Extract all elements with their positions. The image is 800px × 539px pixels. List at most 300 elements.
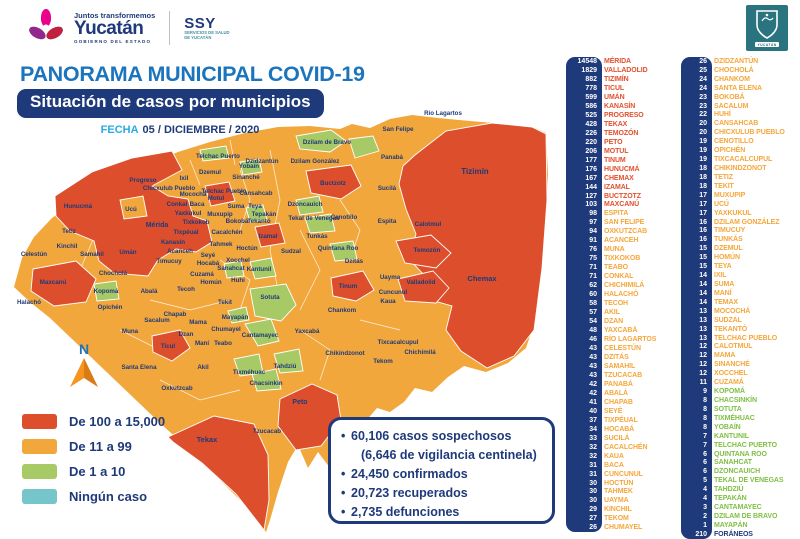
municipality-name: CALOTMUL: [714, 343, 753, 351]
ranking-row: [681, 75, 799, 84]
report-date: [0, 124, 360, 136]
map-municipality-label: Cantamayec: [241, 332, 279, 339]
municipality-name: KAUA: [604, 452, 624, 460]
ranking-row: [566, 317, 694, 326]
case-count: 13: [699, 316, 707, 324]
case-count: 26: [699, 57, 707, 65]
case-count: 7: [703, 441, 707, 449]
map-municipality-label: Panabá: [380, 154, 404, 161]
case-count: 37: [589, 416, 597, 424]
ranking-row: [566, 416, 694, 425]
municipality-name: CHANKOM: [714, 75, 750, 83]
municipality-name: PETO: [604, 138, 623, 146]
map-municipality-label: Cuzamá: [190, 271, 214, 278]
map-municipality-label: Halachó: [16, 299, 42, 306]
municipality-name: TIXPÉUAL: [604, 416, 638, 424]
case-count: 75: [589, 255, 597, 263]
ranking-row: [681, 485, 799, 494]
map-municipality-label: Tekom: [373, 358, 393, 365]
map-municipality-label: Chicxulub Pueblo: [142, 185, 196, 192]
case-count: 32: [589, 443, 597, 451]
ranking-row: [566, 335, 694, 344]
ranking-row: [681, 369, 799, 378]
map-municipality-label: Santa Elena: [121, 364, 157, 371]
ranking-row: [681, 360, 799, 369]
ranking-rows: [566, 57, 694, 532]
map-municipality-label: Tepakán: [251, 211, 277, 218]
case-count: 43: [589, 344, 597, 352]
ranking-row: [681, 334, 799, 343]
ranking-row: [566, 75, 694, 84]
map-municipality-label: Tizimín: [461, 167, 489, 176]
ranking-rows: [681, 57, 799, 539]
ranking-row: [681, 66, 799, 75]
case-count: 8: [703, 405, 707, 413]
case-count: 220: [585, 138, 597, 146]
map-municipality-label: Kopomá: [93, 288, 119, 295]
ssy-subtitle: SERVICIOS DE SALUD DE YUCATÁN: [184, 30, 230, 40]
map-municipality-label: Uayma: [379, 274, 401, 281]
ranking-row: [681, 521, 799, 530]
case-count: 167: [585, 174, 597, 182]
ranking-row: [566, 218, 694, 227]
municipality-name: CHOCHOLÁ: [714, 66, 754, 74]
case-count: 14: [699, 298, 707, 306]
municipality-name: TAHDZIÚ: [714, 486, 744, 494]
case-count: 8: [703, 396, 707, 404]
municipality-name: MOCOCHÁ: [714, 307, 751, 315]
municipality-name: SINANCHÉ: [714, 361, 750, 369]
map-municipality-label: Cenotillo: [330, 214, 358, 221]
case-count: 91: [589, 237, 597, 245]
map-municipality-label: Homún: [200, 279, 222, 286]
map-legend: [22, 409, 165, 509]
map-municipality-label: Mayapán: [221, 314, 249, 321]
ranking-row: [681, 458, 799, 467]
yucatan-coat-of-arms-badge: [746, 5, 788, 51]
ranking-row: [681, 57, 799, 66]
municipality-name: CANTAMAYEC: [714, 504, 762, 512]
ranking-row: [566, 326, 694, 335]
municipality-name: CUZAMÁ: [714, 379, 744, 387]
map-municipality-label: Tinum: [338, 283, 358, 290]
case-count: 12: [699, 370, 707, 378]
municipality-name: CELESTÚN: [604, 344, 641, 352]
logo-government-label: GOBIERNO DEL ESTADO: [74, 39, 152, 44]
map-municipality-label: Tzucacab: [252, 428, 282, 435]
case-count: 26: [589, 524, 597, 532]
ranking-row: [681, 137, 799, 146]
map-municipality-label: Yaxkukul: [174, 210, 202, 217]
municipality-name: SANTA ELENA: [714, 84, 762, 92]
municipality-name: TIZIMÍN: [604, 75, 629, 83]
ranking-row: [566, 254, 694, 263]
case-count: 14548: [577, 57, 597, 65]
legend-color-swatch: [22, 414, 57, 429]
map-municipality-label: Mocochá: [179, 191, 207, 198]
ranking-row: [566, 111, 694, 120]
municipality-name: CHACSINKÍN: [714, 396, 757, 404]
map-municipality-label: Suma: [227, 203, 245, 210]
map-municipality-label: Tixpéual: [173, 229, 199, 236]
municipality-name: DZILAM GONZÁLEZ: [714, 218, 780, 226]
case-ranking-column-2: [681, 57, 799, 539]
ranking-row: [681, 405, 799, 414]
case-count: 57: [589, 309, 597, 317]
logo-brand: Yucatán: [74, 18, 144, 39]
municipality-name: HOMÚN: [714, 254, 740, 262]
map-municipality-label: Sacalum: [144, 317, 170, 324]
case-count: 12: [699, 343, 707, 351]
compass-n-label: N: [78, 341, 90, 357]
ssy-acronym: SSY: [184, 14, 216, 32]
case-count: 210: [695, 530, 707, 538]
map-municipality-label: Chikindzonot: [325, 350, 365, 357]
map-municipality-label: Calotmul: [414, 221, 442, 228]
municipality-name: SANAHCAT: [714, 459, 752, 467]
case-count: 14: [699, 272, 707, 280]
map-municipality-label: Tekal de Venegas: [288, 215, 340, 222]
map-municipality-label: Ticul: [160, 343, 176, 350]
ranking-row: [566, 120, 694, 129]
map-municipality-label: Seyé: [200, 252, 216, 259]
case-count: 20: [699, 129, 707, 137]
ranking-row: [566, 308, 694, 317]
stat-text: (6,646 de vigilancia centinela): [361, 448, 537, 462]
ranking-row: [566, 362, 694, 371]
map-municipality-label: Huhí: [231, 277, 245, 284]
case-count: 4: [703, 495, 707, 503]
map-municipality-label: Teya: [248, 203, 262, 210]
municipality-name: PROGRESO: [604, 111, 644, 119]
case-count: 176: [585, 165, 597, 173]
municipality-name: KINCHIL: [604, 506, 632, 514]
municipality-name: UAYMA: [604, 497, 629, 505]
ranking-row: [566, 425, 694, 434]
case-count: 6: [703, 468, 707, 476]
municipality-name: TEABO: [604, 264, 629, 272]
municipality-name: MUNA: [604, 246, 625, 254]
ranking-row: [566, 263, 694, 272]
municipality-name: TECOH: [604, 300, 629, 308]
case-count: 30: [589, 497, 597, 505]
municipality-name: TIMUCUY: [714, 227, 746, 235]
map-municipality-label: Dzilam González: [290, 158, 340, 165]
municipality-name: XOCCHEL: [714, 370, 748, 378]
map-municipality-label: Umán: [119, 249, 137, 256]
ranking-row: [681, 111, 799, 120]
legend-color-swatch: [22, 489, 57, 504]
case-count: 33: [589, 434, 597, 442]
municipality-name: QUINTANA ROO: [714, 450, 767, 458]
municipality-name: CACALCHÉN: [604, 443, 648, 451]
case-count: 2: [703, 512, 707, 520]
case-count: 9: [703, 388, 707, 396]
ranking-row: [681, 173, 799, 182]
map-municipality-label: Tixméhuac: [232, 369, 266, 376]
municipality-name: CENOTILLO: [714, 138, 754, 146]
case-count: 20: [699, 120, 707, 128]
case-count: 18: [699, 165, 707, 173]
municipality-name: YAXKUKUL: [714, 209, 752, 217]
case-count: 71: [589, 264, 597, 272]
case-count: 48: [589, 327, 597, 335]
case-count: 206: [585, 147, 597, 155]
map-municipality-label: Hoctún: [236, 245, 258, 252]
ranking-row: [681, 218, 799, 227]
case-count: 43: [589, 362, 597, 370]
ranking-row: [681, 503, 799, 512]
stat-text: 2,735 defunciones: [351, 505, 460, 519]
municipality-name: IZAMAL: [604, 183, 630, 191]
case-count: 5: [703, 477, 707, 485]
case-count: 24: [699, 84, 707, 92]
case-count: 428: [585, 120, 597, 128]
ranking-row: [681, 128, 799, 137]
municipality-name: SACALUM: [714, 102, 749, 110]
map-municipality-label: Chichimilá: [404, 349, 436, 356]
page-subtitle: Situación de casos por municipios: [17, 89, 324, 118]
municipality-name: TELCHAC PUERTO: [714, 441, 778, 449]
map-municipality-label: Maní: [194, 340, 210, 347]
ranking-row: [566, 523, 694, 532]
municipality-name: TEKAX: [604, 120, 628, 128]
municipality-name: OPICHÉN: [714, 147, 746, 155]
municipality-name: HUHÍ: [714, 111, 731, 119]
map-municipality-label: Yobaín: [238, 163, 260, 170]
municipality-name: AKIL: [604, 309, 620, 317]
case-count: 29: [589, 506, 597, 514]
ranking-row: [681, 200, 799, 209]
map-municipality-label: Chankom: [327, 307, 357, 314]
municipality-name: VALLADOLID: [604, 66, 648, 74]
ranking-row: [566, 380, 694, 389]
case-count: 12: [699, 361, 707, 369]
map-municipality-label: Hocabá: [196, 260, 220, 267]
municipality-name: ABALÁ: [604, 389, 628, 397]
ranking-row: [681, 450, 799, 459]
map-municipality-label: Sanahcat: [217, 265, 245, 272]
municipality-name: YOBAÍN: [714, 423, 741, 431]
case-count: 12: [699, 352, 707, 360]
municipality-name: TEPAKÁN: [714, 495, 747, 503]
ranking-row: [681, 227, 799, 236]
map-municipality-label: Peto: [292, 399, 308, 406]
municipality-name: PANABÁ: [604, 380, 633, 388]
ranking-row: [681, 530, 799, 539]
map-municipality-label: Muna: [121, 328, 139, 335]
map-municipality-label: Abalá: [140, 288, 158, 295]
municipality-name: MAXCANÚ: [604, 201, 640, 209]
ranking-row: [681, 414, 799, 423]
municipality-name: TEKIT: [714, 182, 734, 190]
map-municipality-label: Opichén: [97, 304, 123, 311]
map-municipality-label: Espita: [377, 218, 397, 225]
ranking-row: [681, 119, 799, 128]
ranking-row: [681, 298, 799, 307]
municipality-name: YAXCABÁ: [604, 327, 638, 335]
map-municipality-label: Dzilam de Bravo: [302, 139, 352, 146]
ranking-row: [566, 434, 694, 443]
ranking-row: [566, 192, 694, 201]
ranking-row: [681, 512, 799, 521]
municipality-name: BUCTZOTZ: [604, 192, 641, 200]
summary-stats-box: [328, 417, 555, 524]
ranking-row: [681, 467, 799, 476]
ssy-health-services-logo: [184, 16, 230, 41]
municipality-name: SUCILÁ: [604, 434, 630, 442]
municipality-name: ACANCEH: [604, 237, 639, 245]
case-count: 43: [589, 353, 597, 361]
map-municipality-label: Kaua: [380, 298, 396, 305]
municipality-name: SUDZAL: [714, 316, 742, 324]
ranking-row: [566, 371, 694, 380]
ranking-row: [566, 452, 694, 461]
municipality-name: ESPITA: [604, 210, 629, 218]
bullet-icon: •: [341, 486, 346, 500]
municipality-name: TIXKOKOB: [604, 255, 641, 263]
case-count: 7: [703, 432, 707, 440]
ranking-row: [566, 272, 694, 281]
case-count: 41: [589, 398, 597, 406]
ranking-row: [566, 209, 694, 218]
municipality-name: HOCTÚN: [604, 479, 634, 487]
legend-item: [22, 434, 165, 459]
municipality-name: RÍO LAGARTOS: [604, 336, 657, 344]
ranking-row: [566, 129, 694, 138]
map-municipality-label: Telchac Puerto: [196, 153, 240, 160]
map-municipality-label: Temozón: [413, 247, 441, 254]
compass-arrow-icon: [70, 358, 84, 387]
legend-item: [22, 409, 165, 434]
municipality-name: TIXCACALCUPUL: [714, 156, 773, 164]
case-count: 177: [585, 156, 597, 164]
municipality-name: CHAPAB: [604, 398, 633, 406]
ranking-row: [681, 191, 799, 200]
compass-arrow-icon: [84, 358, 98, 387]
map-municipality-label: Muxupip: [207, 211, 233, 218]
map-municipality-label: Cuncunul: [378, 289, 408, 296]
map-municipality-label: Izamal: [258, 233, 278, 240]
map-municipality-label: Dzidzantún: [245, 158, 279, 165]
map-municipality-label: Telchac Pueblo: [201, 188, 247, 195]
map-municipality-label: Samahil: [80, 251, 104, 258]
case-count: 97: [589, 219, 597, 227]
case-count: 16: [699, 227, 707, 235]
case-count: 19: [699, 138, 707, 146]
map-municipality-label: Maxcanú: [39, 279, 67, 286]
case-count: 15: [699, 254, 707, 262]
ranking-row: [681, 155, 799, 164]
ranking-row: [681, 325, 799, 334]
case-count: 13: [699, 334, 707, 342]
ranking-row: [681, 209, 799, 218]
municipality-name: KANASÍN: [604, 102, 636, 110]
bullet-icon: •: [341, 467, 346, 481]
case-count: 11: [699, 379, 707, 387]
ranking-row: [566, 93, 694, 102]
case-count: 1829: [581, 66, 597, 74]
map-municipality-label: Akil: [197, 364, 209, 371]
ranking-row: [566, 407, 694, 416]
municipality-name: MUXUPIP: [714, 191, 746, 199]
map-municipality-label: Quintana Roo: [317, 245, 359, 252]
ranking-row: [681, 244, 799, 253]
stat-text: 20,723 recuperados: [351, 486, 468, 500]
legend-label: De 1 a 10: [69, 464, 126, 479]
map-municipality-label: Dzemul: [198, 169, 222, 176]
case-count: 25: [699, 66, 707, 74]
ranking-row: [566, 505, 694, 514]
ranking-row: [566, 488, 694, 497]
ranking-row: [681, 432, 799, 441]
ranking-row: [566, 470, 694, 479]
map-municipality-label: San Felipe: [382, 126, 414, 133]
municipality-name: DZEMUL: [714, 245, 743, 253]
case-count: 6: [703, 459, 707, 467]
municipality-name: HALACHÓ: [604, 291, 639, 299]
municipality-name: CHICHIMILÁ: [604, 282, 645, 290]
stat-line: [341, 446, 544, 465]
ranking-row: [681, 102, 799, 111]
stat-text: 60,106 casos sospechosos: [351, 429, 512, 443]
ranking-row: [566, 281, 694, 290]
municipality-name: DZILAM DE BRAVO: [714, 512, 778, 520]
case-count: 19: [699, 156, 707, 164]
municipality-name: DZAN: [604, 318, 624, 326]
case-count: 60: [589, 291, 597, 299]
ranking-row: [681, 396, 799, 405]
case-count: 94: [589, 228, 597, 236]
case-count: 16: [699, 236, 707, 244]
case-count: 24: [699, 75, 707, 83]
municipality-name: MAYAPÁN: [714, 521, 748, 529]
map-municipality-label: Tahdziú: [273, 363, 297, 370]
municipality-name: TETIZ: [714, 173, 733, 181]
municipality-name: TUNKÁS: [714, 236, 743, 244]
map-municipality-label: Conkal: [166, 201, 188, 208]
yucatan-flower-logo-icon: [26, 8, 66, 48]
case-count: 23: [699, 102, 707, 110]
map-municipality-label: Sucilá: [377, 185, 397, 192]
municipality-name: FORÁNEOS: [714, 530, 753, 538]
case-count: 17: [699, 191, 707, 199]
municipality-name: TZUCACAB: [604, 371, 643, 379]
ranking-row: [566, 174, 694, 183]
map-municipality-label: Hunucmá: [63, 203, 93, 210]
case-count: 17: [699, 209, 707, 217]
map-municipality-label: Buctzotz: [320, 180, 346, 187]
municipality-name: CHICXULUB PUEBLO: [714, 129, 785, 137]
case-count: 23: [699, 93, 707, 101]
ranking-row: [566, 299, 694, 308]
map-municipality-label: Acanceh: [167, 248, 193, 255]
case-count: 31: [589, 470, 597, 478]
municipality-name: OXKUTZCAB: [604, 228, 648, 236]
municipality-name: MOTUL: [604, 147, 629, 155]
date-label: FECHA: [100, 124, 139, 136]
case-count: 34: [589, 425, 597, 433]
ranking-row: [681, 476, 799, 485]
ranking-row: [681, 84, 799, 93]
ranking-row: [566, 461, 694, 470]
case-count: 18: [699, 182, 707, 190]
stat-line: [341, 503, 544, 522]
case-count: 17: [699, 200, 707, 208]
logo-divider: [169, 11, 170, 45]
map-municipality-label: Tecoh: [177, 286, 195, 293]
map-municipality-label: Bokobá: [225, 218, 249, 225]
